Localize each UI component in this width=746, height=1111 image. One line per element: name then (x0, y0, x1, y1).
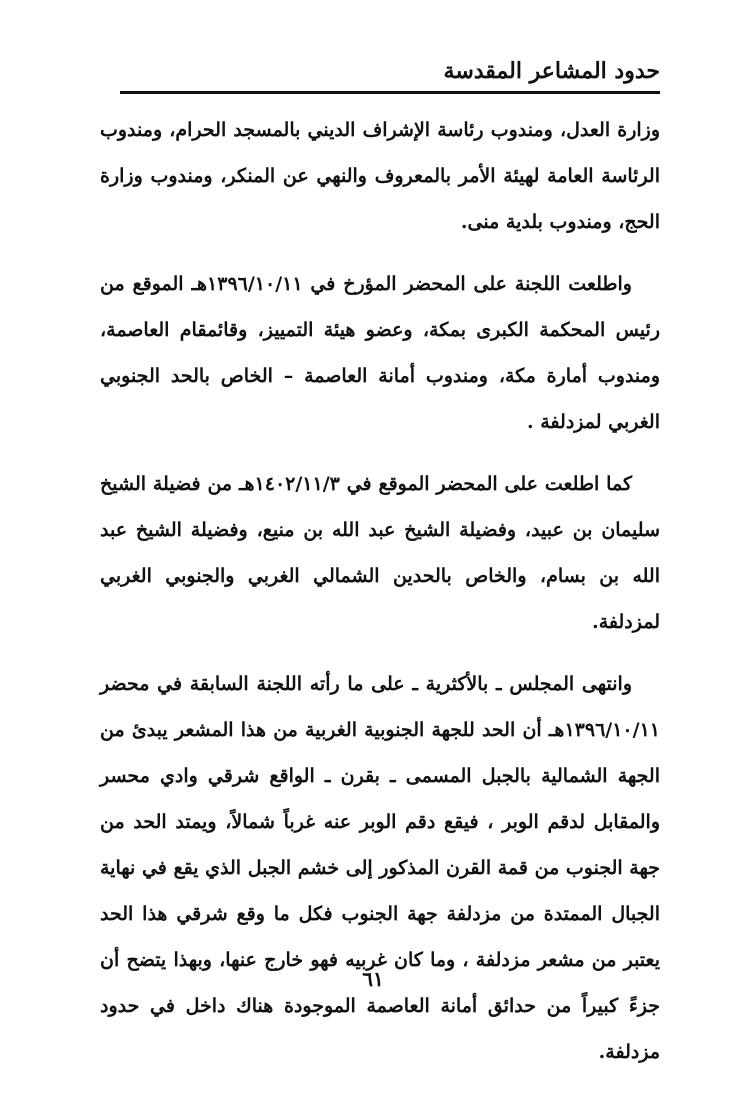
paragraph-committee-review: واطلعت اللجنة على المحضر المؤرخ في ١٣٩٦/١٠/١١هـ الموقع من رئيس المحكمة الكبرى بمكة، وعضو هيئة التمييز، وقائمقام العاصمة، ومندوب أمارة مكة، ومندوب أمانة العاصمة – الخاص بالحد الجنوبي الغربي لمزدلفة . (100, 273, 660, 433)
running-header (120, 56, 660, 100)
header-rule (120, 91, 660, 94)
header-title: حدود المشاعر المقدسة (443, 58, 660, 84)
paragraph-continuation: وزارة العدل، ومندوب رئاسة الإشراف الديني بالمسجد الحرام، ومندوب الرئاسة العامة لهيئة الأمر بالمعروف والنهي عن المنكر، ومندوب وزارة الحج، ومندوب بلدية منى. (100, 119, 660, 233)
body-text (100, 107, 660, 1091)
paragraph-second-review: كما اطلعت على المحضر الموقع في ١٤٠٢/١١/٣هـ من فضيلة الشيخ سليمان بن عبيد، وفضيلة الشيخ عبد الله بن منيع، وفضيلة الشيخ عبد الله بن بسام، والخاص بالحدين الشمالي الغربي والجنوبي الغربي لمزدلفة. (100, 473, 660, 633)
paragraph-council-decision: وانتهى المجلس ـ بالأكثرية ـ على ما رأته اللجنة السابقة في محضر ١٣٩٦/١٠/١١هـ أن الحد للجهة الجنوبية الغربية من هذا المشعر يبدئ من الجهة الشمالية بالجبل المسمى ـ بقرن ـ الواقع شرقي وادي محسر والمقابل لدقم الوبر ، فيقع دقم الوبر عنه غرباً شمالاً، ويمتد الحد من جهة الجنوب من قمة القرن المذكور إلى خشم الجبل الذي يقع في نهاية الجبال الممتدة من مزدلفة جهة الجنوب فكل ما وقع شرقي هذا الحد يعتبر من مشعر مزدلفة ، وما كان غربيه فهو خارج عنها، وبهذا يتضح أن جزءً كبيراً من حدائق أمانة العاصمة الموجودة هناك داخل في حدود مزدلفة. (100, 673, 660, 1063)
page-number: ٦١ (362, 967, 384, 991)
